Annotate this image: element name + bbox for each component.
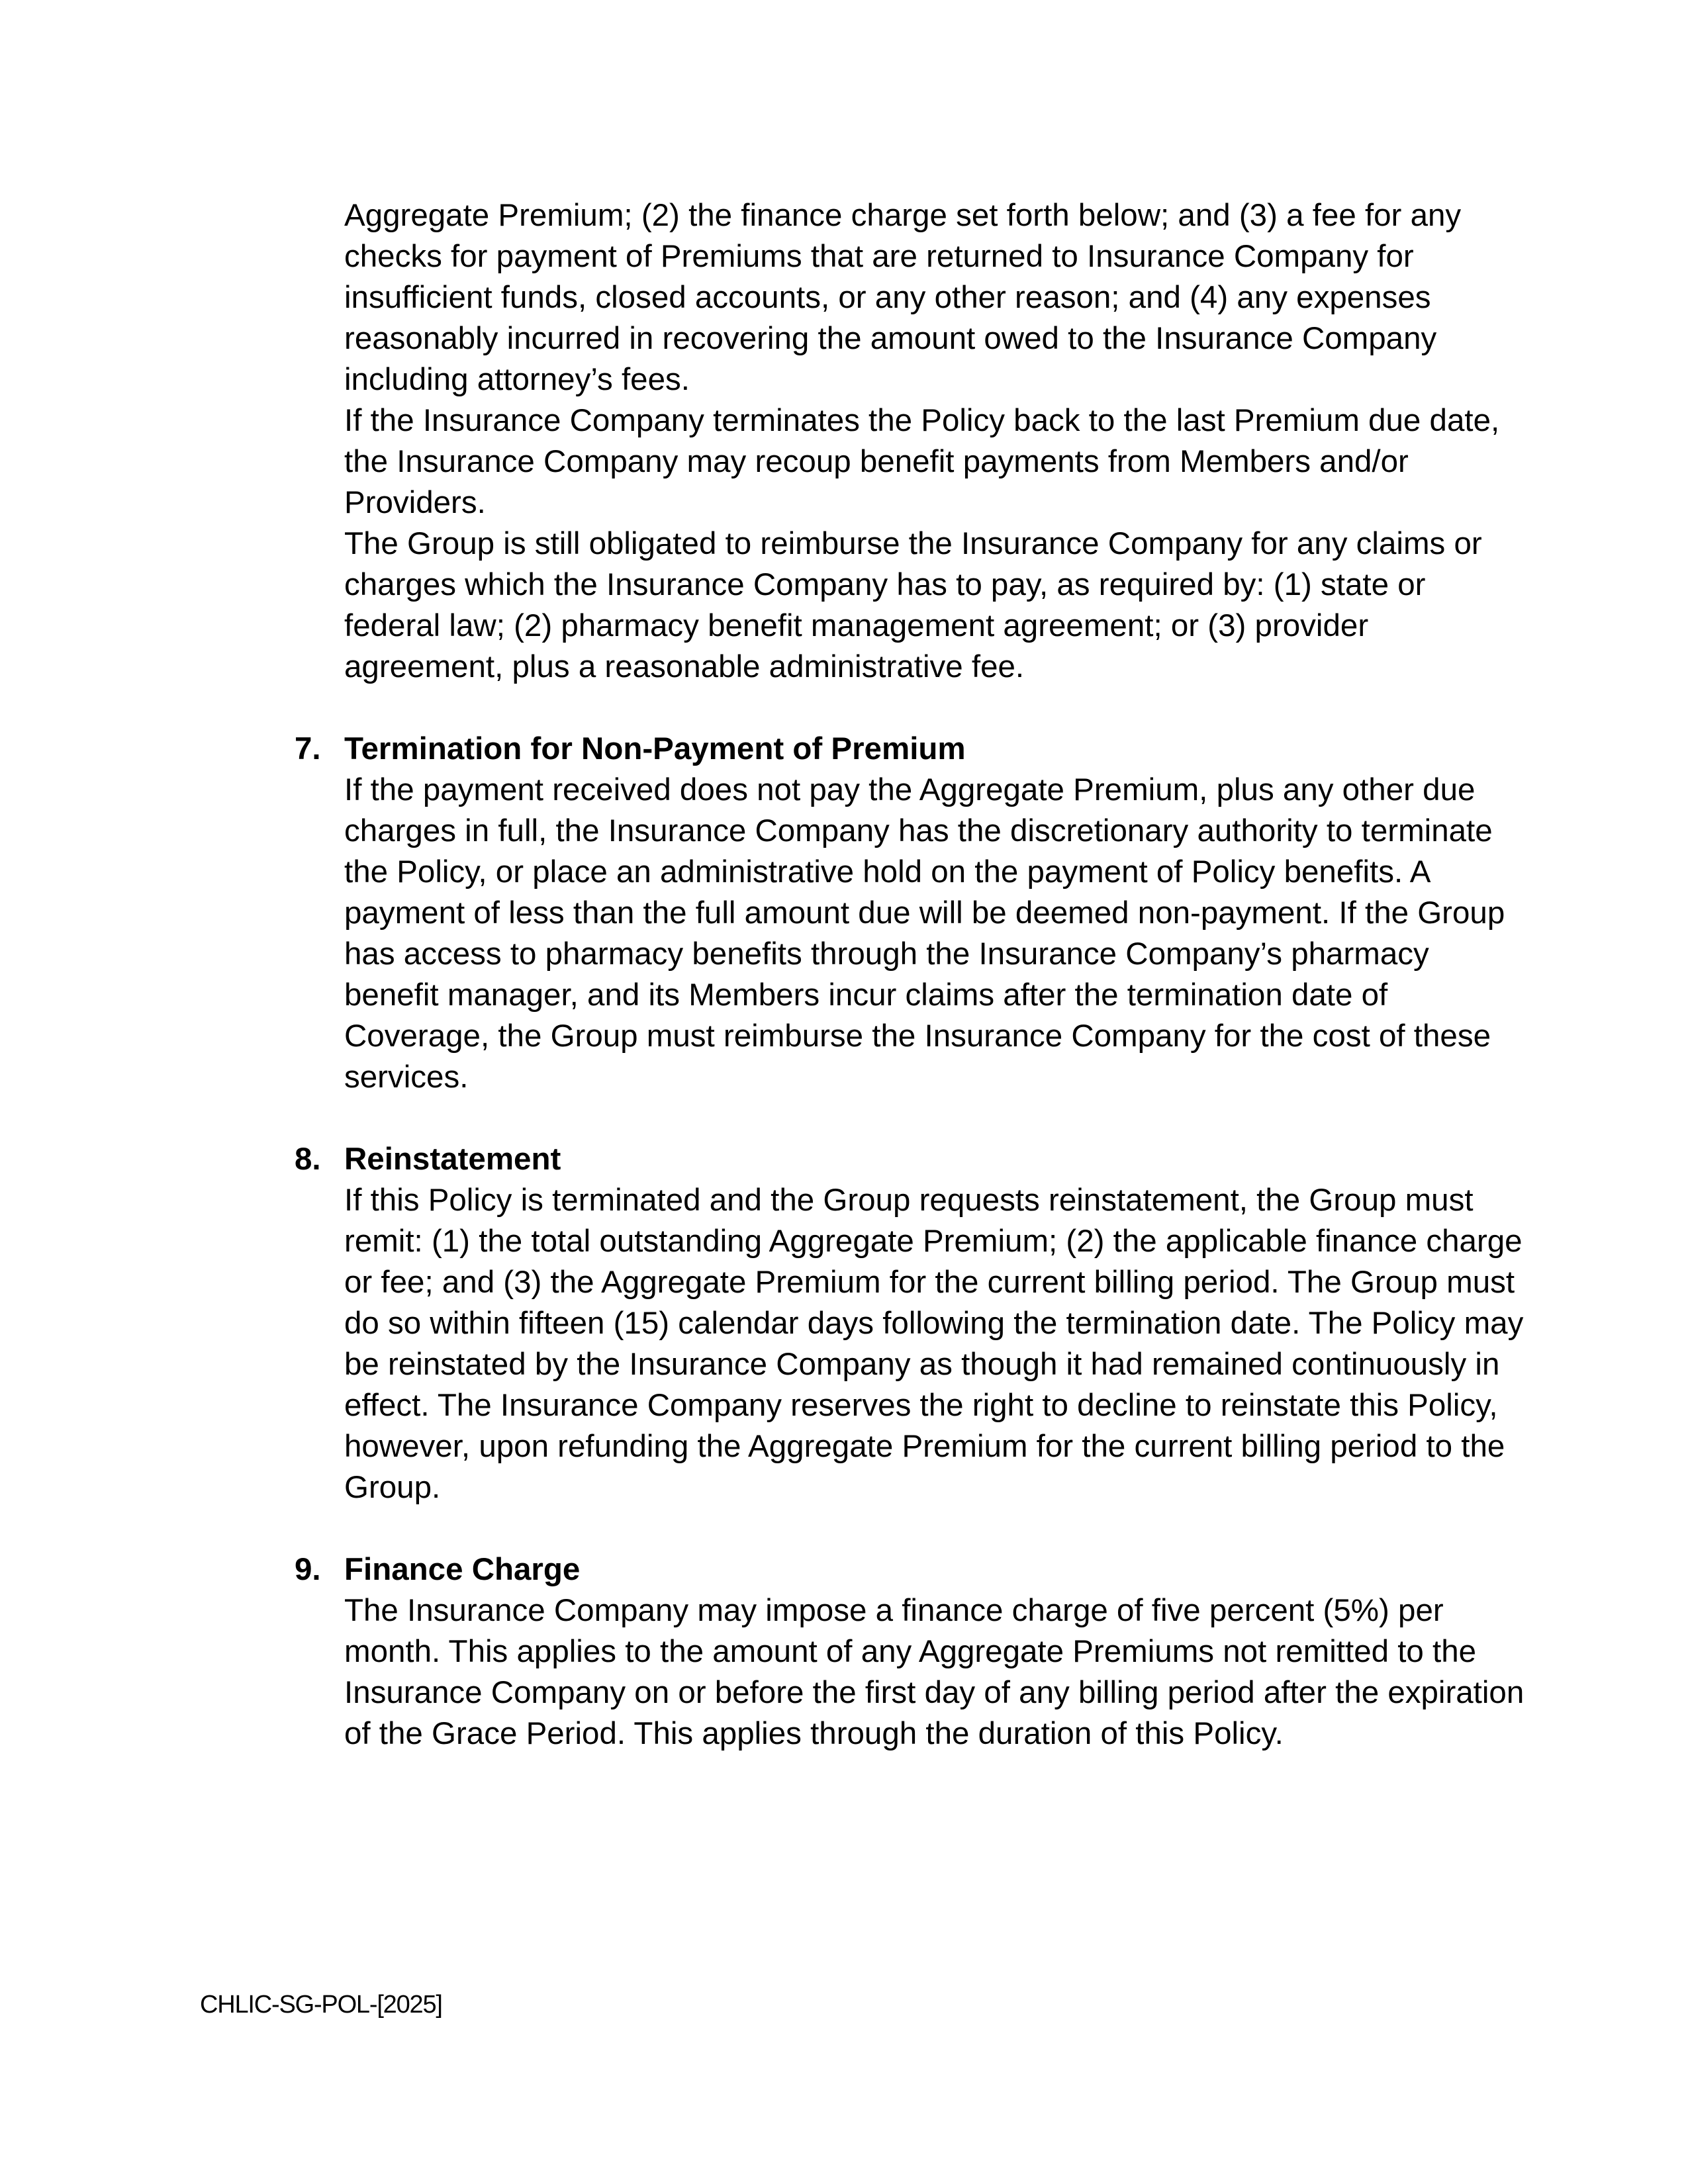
section-title: Reinstatement — [344, 1142, 561, 1177]
section-reinstatement — [295, 1139, 1529, 1508]
intro-paragraph: If the Insurance Company terminates the Policy back to the last Premium due date, the Insurance Company may recoup benefit payments from Members and/or Providers. — [344, 403, 1500, 520]
section-number: 8. — [295, 1142, 321, 1177]
section-number: 9. — [295, 1552, 321, 1587]
document-body — [295, 195, 1529, 1754]
section-body: If this Policy is terminated and the Group requests reinstatement, the Group must remit: (1) the total outstanding Aggregate Premium; (2) the applicable finance charge or fee; and (3) the Aggregate Premium for the current billing period. The Group must do so within fifteen (15) calendar days following the termination date. The Policy may be reinstated by the Insurance Company as though it had remained continuously in effect. The Insurance Company reserves the right to decline to reinstate this Policy, however, upon refunding the Aggregate Premium for the current billing period to the Group. — [344, 1183, 1524, 1505]
section-number: 7. — [295, 731, 321, 766]
section-body: The Insurance Company may impose a finance charge of five percent (5%) per month. This applies to the amount of any Aggregate Premiums not remitted to the Insurance Company on or before the first day of any billing period after the expiration of the Grace Period. This applies through the duration of this Policy. — [344, 1593, 1524, 1751]
intro-paragraph: Aggregate Premium; (2) the finance charge set forth below; and (3) a fee for any checks for payment of Premiums that are returned to Insurance Company for insufficient funds, closed accounts, or any other reason; and (4) any expenses reasonably incurred in recovering the amount owed to the Insurance Company including attorney’s fees. — [344, 198, 1462, 397]
section-finance-charge — [295, 1549, 1529, 1754]
section-termination — [295, 729, 1529, 1098]
intro-paragraph: The Group is still obligated to reimburse the Insurance Company for any claims or charges which the Insurance Company has to pay, as required by: (1) state or federal law; (2) pharmacy benefit management agreement; or (3) provider agreement, plus a reasonable administrative fee. — [344, 526, 1482, 684]
form-number-footer: CHLIC-SG-POL-[2025] — [200, 1991, 442, 2019]
section-title: Termination for Non-Payment of Premium — [344, 731, 966, 766]
section-body: If the payment received does not pay the Aggregate Premium, plus any other due charges in full, the Insurance Company has the discretionary authority to terminate the Policy, or place an administrative hold on the payment of Policy benefits. A payment of less than the full amount due will be deemed non-payment. If the Group has access to pharmacy benefits through the Insurance Company’s pharmacy benefit manager, and its Members incur claims after the termination date of Coverage, the Group must reimburse the Insurance Company for the cost of these services. — [344, 772, 1505, 1095]
section-title: Finance Charge — [344, 1552, 581, 1587]
